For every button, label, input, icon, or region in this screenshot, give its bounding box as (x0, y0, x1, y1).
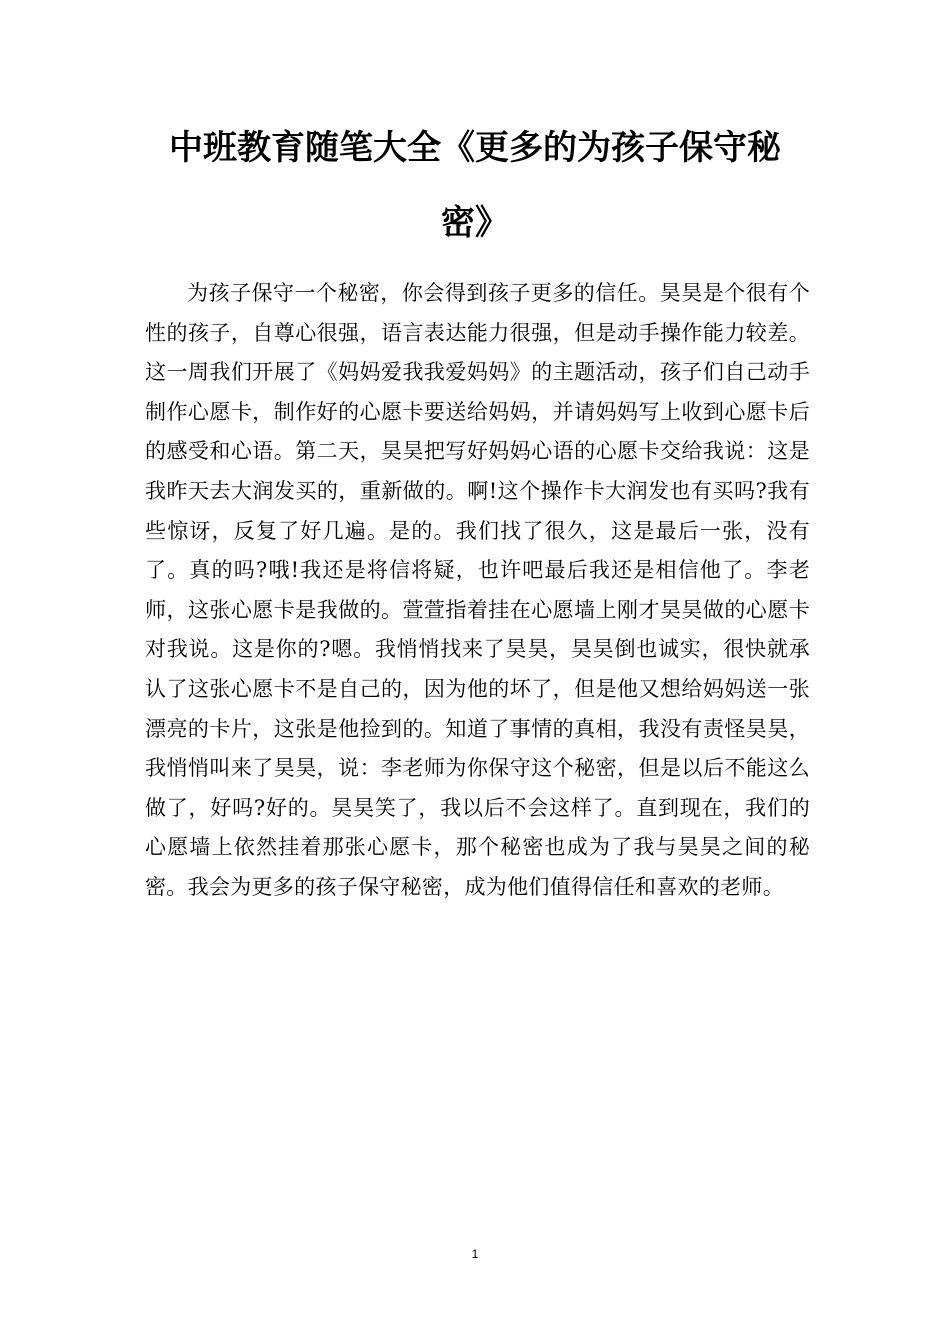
document-title-line-2: 密》 (441, 203, 509, 243)
page-number: 1 (471, 1247, 479, 1261)
document-title-line-1: 中班教育随笔大全《更多的为孩子保守秘 (169, 128, 781, 168)
body-paragraph: 为孩子保守一个秘密，你会得到孩子更多的信任。昊昊是个很有个性的孩子，自尊心很强，语言表达能力很强，但是动手操作能力较差。这一周我们开展了《妈妈爱我我爱妈妈》的主题活动，孩子们自己动手制作心愿卡，制作好的心愿卡要送给妈妈，并请妈妈写上收到心愿卡后的感受和心语。第二天，昊昊把写好妈妈心语的心愿卡交给我说：这是我昨天去大润发买的，重新做的。啊!这个操作卡大润发也有买吗?我有些惊讶，反复了好几遍。是的。我们找了很久，这是最后一张，没有了。真的吗?哦!我还是将信将疑，也许吧最后我还是相信他了。李老师，这张心愿卡是我做的。萱萱指着挂在心愿墙上刚才昊昊做的心愿卡对我说。这是你的?嗯。我悄悄找来了昊昊，昊昊倒也诚实，很快就承认了这张心愿卡不是自己的，因为他的坏了，但是他又想给妈妈送一张漂亮的卡片，这张是他捡到的。知道了事情的真相，我没有责怪昊昊，我悄悄叫来了昊昊，说：李老师为你保守这个秘密，但是以后不能这么做了，好吗?好的。昊昊笑了，我以后不会这样了。直到现在，我们的心愿墙上依然挂着那张心愿卡，那个秘密也成为了我与昊昊之间的秘密。我会为更多的孩子保守秘密，成为他们值得信任和喜欢的老师。 (145, 281, 810, 899)
